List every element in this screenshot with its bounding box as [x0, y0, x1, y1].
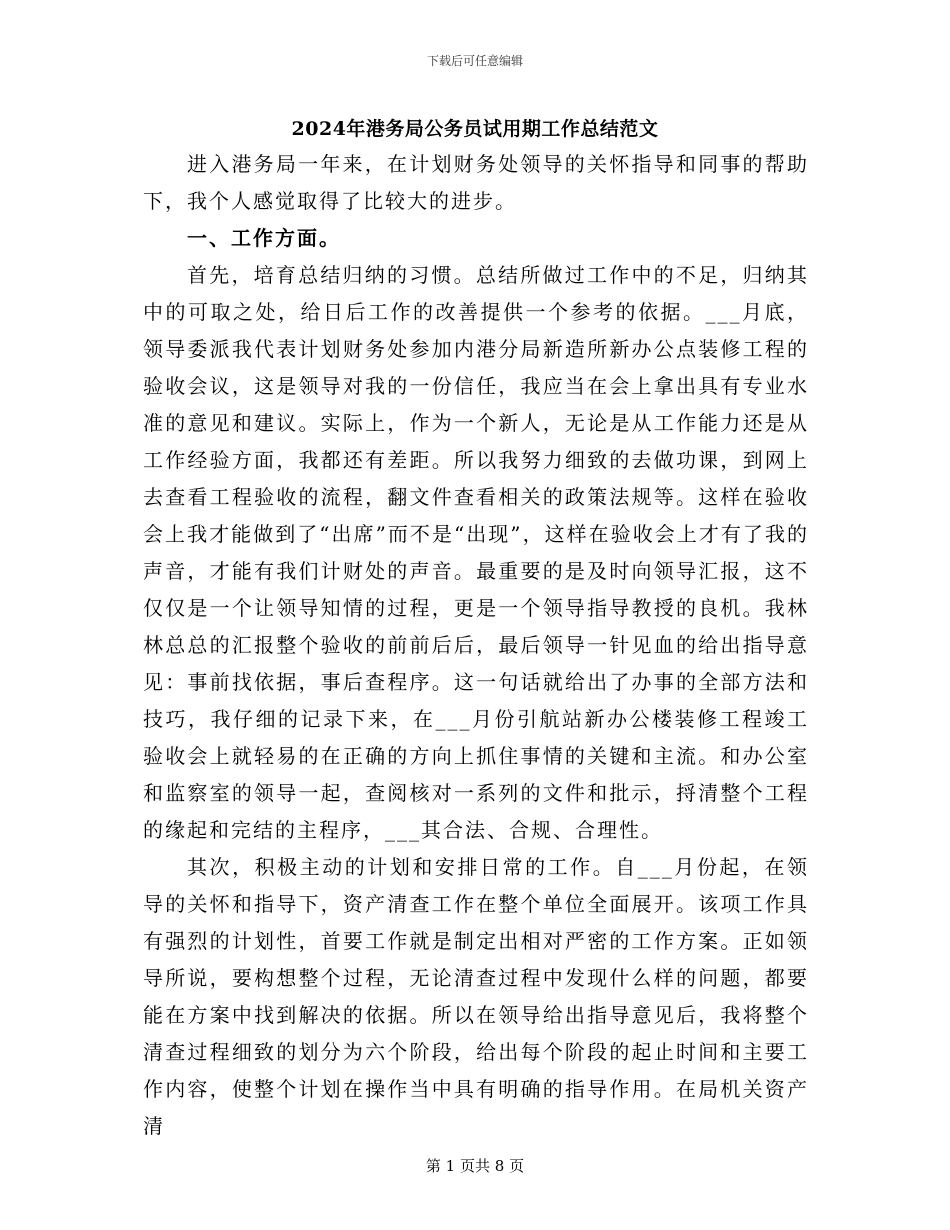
- body-paragraph-second: 其次，积极主动的计划和安排日常的工作。自___月份起，在领导的关怀和指导下，资产清查工作在整个单位全面展开。该项工作具有强烈的计划性，首要工作就是制定出相对严密的工作方案。正如领导所说，要构想整个过程，无论清查过程中发现什么样的问题，都要能在方案中找到解决的依据。所以在领导给出指导意见后，我将整个清查过程细致的划分为六个阶段，给出每个阶段的起止时间和主要工作内容，使整个计划在操作当中具有明确的指导作用。在局机关资产清: [143, 855, 809, 1138]
- document-title: 2024年港务局公务员试用期工作总结范文: [291, 118, 659, 140]
- page-footer: 第 1 页共 8 页: [425, 1157, 525, 1175]
- intro-paragraph: 进入港务局一年来，在计划财务处领导的关怀指导和同事的帮助下，我个人感觉取得了比较大的进步。: [143, 152, 809, 213]
- body-paragraph-first: 首先，培育总结归纳的习惯。总结所做过工作中的不足，归纳其中的可取之处，给日后工作的改善提供一个参考的依据。___月底，领导委派我代表计划财务处参加内港分局新造所新办公点装修工程的验收会议，这是领导对我的一份信任，我应当在会上拿出具有专业水准的意见和建议。实际上，作为一个新人，无论是从工作能力还是从工作经验方面，我都还有差距。所以我努力细致的去做功课，到网上去查看工程验收的流程，翻文件查看相关的政策法规等。这样在验收会上我才能做到了“出席”而不是“出现”，这样在验收会上才有了我的声音，才能有我们计财处的声音。最重要的是及时向领导汇报，这不仅仅是一个让领导知情的过程，更是一个领导指导教授的良机。我林林总总的汇报整个验收的前前后后，最后领导一针见血的给出指导意见：事前找依据，事后查程序。这一句话就给出了办事的全部方法和技巧，我仔细的记录下来，在___月份引航站新办公楼装修工程竣工验收会上就轻易的在正确的方向上抓住事情的关键和主流。和办公室和监察室的领导一起，查阅核对一系列的文件和批示，捋清整个工程的缘起和完结的主程序，___其合法、合规、合理性。: [143, 263, 809, 842]
- section-heading: 一、工作方面。: [187, 226, 341, 250]
- header-note: 下载后可任意编辑: [426, 54, 523, 68]
- document-body: [143, 146, 809, 1145]
